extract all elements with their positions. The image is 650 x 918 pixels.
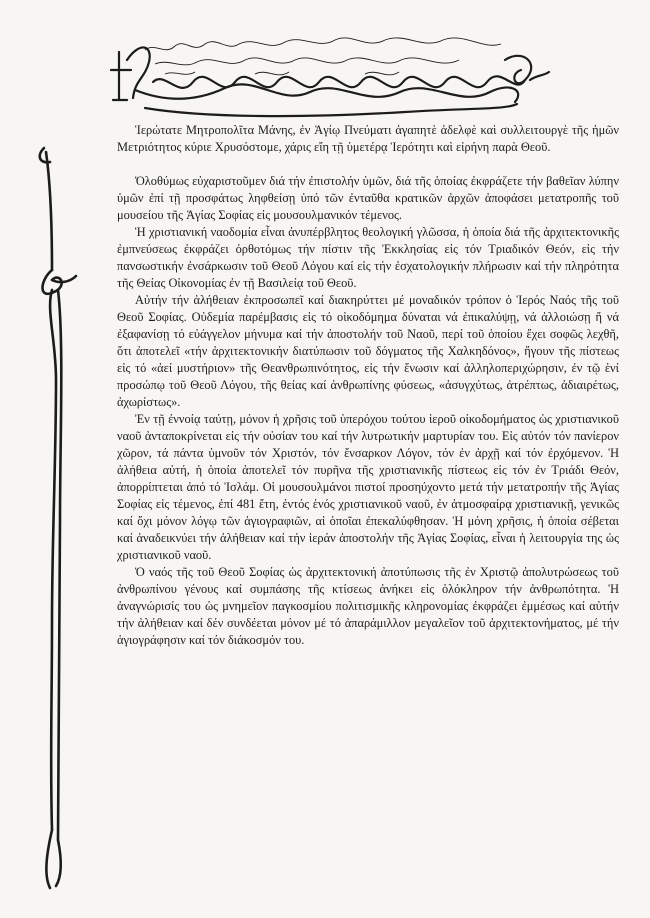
body-paragraph-2: Ἡ χριστιανική ναοδομία εἶναι ἀνυπέρβλητος θεολογική γλῶσσα, ἡ ὁποία διά τῆς ἀρχιτεκτονικῆς ἐμπνεύσεως ἐκφράζει ὀρθοτόμως τήν πίστιν τῆς Ἐκκλησίας εἰς τόν Τριαδικόν Θεόν, εἰς τήν πανσωστικήν ἐνσάρκωσιν τοῦ Θεοῦ Λόγου καί εἰς τήν ἐσχατολογικήν πλήρωσιν καί τήν πληρότητα τῆς Θείας Οἰκονομίας ἐν τῇ Βασιλείᾳ τοῦ Θεοῦ. <box>117 225 619 290</box>
body-paragraph-3: Αὐτήν τήν ἀλήθειαν ἐκπροσωπεῖ καί διακηρύττει μέ μοναδικόν τρόπον ὁ Ἱερός Ναός τῆς τοῦ Θεοῦ Σοφίας. Οὐδεμία παρέμβασις εἰς τό οἰκοδόμημα δύναται νά ἐπικαλύψῃ, νά ἀλλοιώσῃ ἤ νά ἐξαφανίσῃ τό εὐάγγελον μήνυμα καί τήν ἀποστολήν τοῦ Ναοῦ, περί τοῦ ὁποίου ἔχει σοφῶς λεχθῆ, ὅτι ἀποτελεῖ «τήν ἀρχιτεκτονικήν διατύπωσιν τοῦ δόγματος τῆς Χαλκηδόνος», ἤγουν τῆς πίστεως εἰς τό «ἀεί μυστήριον» τῆς Θεανθρωπινότητος, εἰς τήν ἕνωσιν καί ἀλληλοπεριχώρησιν, ἐν τῷ ἑνί προσώπῳ τοῦ Θεοῦ Λόγου, τῆς θείας καί ἀνθρωπίνης φύσεως, «ἀσυγχύτως, ἀτρέπτως, ἀδιαιρέτως, ἀχωρίστως». <box>117 293 619 409</box>
body-paragraph-5: Ὁ ναός τῆς τοῦ Θεοῦ Σοφίας ὡς ἀρχιτεκτονική ἀποτύπωσις τῆς ἐν Χριστῷ ἀπολυτρώσεως τοῦ ἀνθρωπίνου γένους καί συμπάσης τῆς κτίσεως ἀνήκει εἰς ὁλόκληρον τήν ἀνθρωπότητα. Ἡ ἀναγνώρισίς του ὡς μνημεῖον παγκοσμίου πολιτισμικῆς κληρονομίας ἐκφράζει ἐμμέσως καί αὐτήν τήν ἀλήθειαν καί δέν συνδέεται μόνον μέ τό ἀπαράμιλλον μεγαλεῖον τοῦ ἀρχιτεκτονήματος, μέ τήν ἁγιογράφησιν καί τόν διάκοσμόν του. <box>117 565 619 647</box>
letter-body <box>117 122 619 649</box>
salutation-paragraph: Ἱερώτατε Μητροπολῖτα Μάνης, ἐν Ἁγίῳ Πνεύματι ἀγαπητὲ ἀδελφὲ καὶ συλλειτουργὲ τῆς ἡμῶν Μετριότητος κύριε Χρυσόστομε, χάρις εἴη τῇ ὑμετέρᾳ Ἱερότητι καὶ εἰρήνη παρὰ Θεοῦ. <box>117 123 619 154</box>
ribbon-cord-icon <box>30 140 85 890</box>
patriarchal-signature-icon <box>105 30 550 120</box>
body-paragraph-4: Ἐν τῇ ἐννοίᾳ ταύτῃ, μόνον ἡ χρῆσις τοῦ ὑπερόχου τούτου ἱεροῦ οἰκοδομήματος ὡς χριστιανικοῦ ναοῦ ἀνταποκρίνεται εἰς τήν οὐσίαν του καί τήν λυτρωτικήν μαρτυρίαν του. Εἰς αὐτόν τόν πανίερον χῶρον, τά πάντα ὑμνοῦν τόν Χριστόν, τόν ἔνσαρκον Λόγον, τόν ἐν ἀρχῇ καί τόν ἐρχόμενον. Ἡ ἀλήθεια αὐτή, ἡ ὁποία ἀποτελεῖ τόν πυρῆνα τῆς χριστιανικῆς πίστεως εἰς τόν ἐν Τριάδι Θεόν, ἀπορρίπτεται ἀπό τό Ἰσλάμ. Οἱ μουσουλμάνοι πιστοί προσηύχοντο μετά τήν μετατροπήν τῆς Ἁγίας Σοφίας εἰς τέμενος, ἐπί 481 ἔτη, ἐντός ἑνός χριστιανικοῦ ναοῦ, ἐν ἀτμοσφαίρᾳ χριστιανικῇ, γενικῶς καί ὄχι μόνον λόγῳ τῶν ἁγιογραφιῶν, αἱ ὁποῖαι ἐπεκαλύφθησαν. Ἡ μόνη χρῆσις, ἡ ὁποία σέβεται καί ἀναδεικνύει τήν ἀλήθειαν καί τήν ἱεράν ἀποστολήν τῆς Ἁγίας Σοφίας, εἶναι ἡ λειτουργία της ὡς χριστιανικοῦ ναοῦ. <box>117 412 619 562</box>
body-paragraph-1: Ὁλοθύμως εὐχαριστοῦμεν διά τήν ἐπιστολήν ὑμῶν, διά τῆς ὁποίας ἐκφράζετε τήν βαθεῖαν λύπην ὑμῶν ἐπί τῇ προσφάτως ληφθείσῃ ὑπό τῶν ἐνταῦθα κρατικῶν ἀρχῶν ἀποφάσει μετατροπῆς τοῦ μουσείου τῆς Ἁγίας Σοφίας εἰς μουσουλμανικόν τέμενος. <box>117 174 619 222</box>
